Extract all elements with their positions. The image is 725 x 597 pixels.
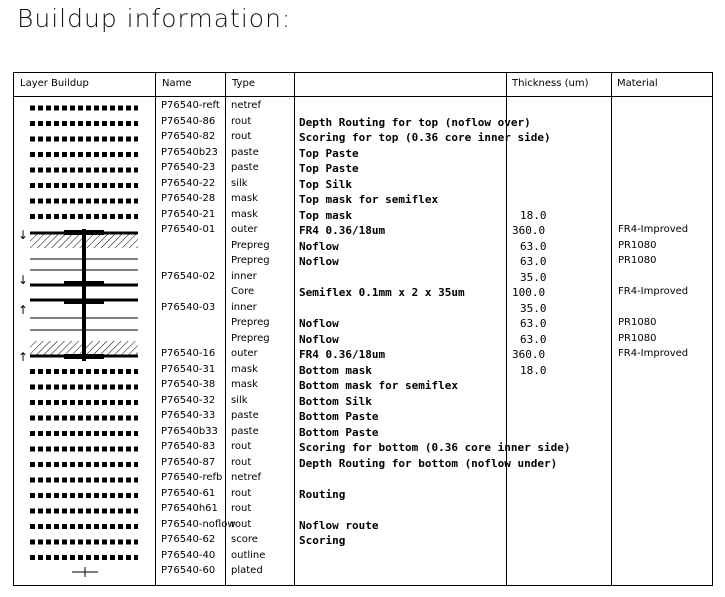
layer-name: P76540-refb bbox=[161, 472, 223, 483]
svg-text:↓: ↓ bbox=[18, 228, 29, 242]
layer-type: outline bbox=[231, 549, 266, 561]
layer-name: P76540-31 bbox=[161, 363, 216, 375]
layer-name: P76540-40 bbox=[161, 549, 216, 561]
layer-type: paste bbox=[231, 162, 259, 173]
layer-description: Depth Routing for top (noflow over) bbox=[299, 115, 531, 129]
layer-type: Prepreg bbox=[231, 317, 270, 328]
layer-description: Depth Routing for bottom (noflow under) bbox=[299, 456, 558, 470]
layer-name: P76540-23 bbox=[161, 162, 216, 173]
layer-type: Prepreg bbox=[231, 239, 270, 251]
layer-type: Prepreg bbox=[231, 332, 270, 344]
layer-description: Noflow bbox=[299, 255, 339, 268]
layer-type: paste bbox=[231, 146, 259, 158]
header-thickness: Thickness (um) bbox=[512, 78, 589, 89]
layer-description: Scoring bbox=[299, 534, 346, 547]
layer-thickness: 35.0 bbox=[520, 270, 547, 284]
layer-type: paste bbox=[231, 425, 259, 437]
layer-thickness: 100.0 bbox=[512, 286, 546, 299]
column-divider bbox=[294, 73, 295, 585]
svg-text:↑: ↑ bbox=[18, 303, 29, 317]
svg-text:↓: ↓ bbox=[18, 273, 29, 287]
layer-type: inner bbox=[231, 301, 257, 313]
layer-material: FR4-Improved bbox=[618, 348, 689, 359]
layer-description: Top mask for semiflex bbox=[299, 193, 439, 206]
layer-name: P76540b33 bbox=[161, 425, 218, 437]
layer-description: Noflow route bbox=[299, 518, 379, 532]
layer-description: FR4 0.36/18um bbox=[299, 224, 386, 237]
layer-buildup-diagram bbox=[14, 73, 154, 587]
layer-type: rout bbox=[231, 456, 252, 468]
layer-type: outer bbox=[231, 348, 258, 359]
layer-name: P76540-32 bbox=[161, 394, 216, 406]
layer-description: Scoring for top (0.36 core inner side) bbox=[299, 131, 551, 144]
layer-description: Bottom Paste bbox=[299, 410, 379, 423]
layer-name: P76540-21 bbox=[161, 208, 216, 220]
layer-type: netref bbox=[231, 472, 261, 483]
layer-description: Top Paste bbox=[299, 162, 359, 175]
layer-name: P76540-83 bbox=[161, 441, 216, 452]
buildup-table bbox=[13, 72, 713, 586]
layer-description: Noflow bbox=[299, 317, 339, 330]
layer-type: mask bbox=[231, 363, 258, 375]
layer-thickness: 35.0 bbox=[520, 301, 547, 315]
layer-type: mask bbox=[231, 208, 258, 220]
layer-description: Top Silk bbox=[299, 177, 352, 191]
layer-name: P76540b23 bbox=[161, 146, 218, 158]
svg-text:↑: ↑ bbox=[18, 350, 29, 364]
layer-description: Bottom mask bbox=[299, 363, 372, 377]
layer-type: rout bbox=[231, 503, 252, 514]
layer-description: Top Paste bbox=[299, 146, 359, 160]
layer-name: P76540-61 bbox=[161, 487, 216, 499]
layer-name: P76540-01 bbox=[161, 224, 216, 235]
layer-type: Prepreg bbox=[231, 255, 270, 266]
column-divider bbox=[611, 73, 612, 585]
layer-description: FR4 0.36/18um bbox=[299, 348, 386, 361]
layer-name: P76540-60 bbox=[161, 565, 216, 576]
layer-type: silk bbox=[231, 177, 248, 189]
layer-type: plated bbox=[231, 565, 263, 576]
layer-name: P76540h61 bbox=[161, 503, 218, 514]
layer-type: silk bbox=[231, 394, 248, 406]
layer-description: Bottom mask for semiflex bbox=[299, 379, 458, 392]
layer-name: P76540-reft bbox=[161, 100, 220, 111]
layer-description: Noflow bbox=[299, 332, 339, 346]
layer-description: Top mask bbox=[299, 208, 352, 222]
column-divider bbox=[155, 73, 156, 585]
layer-name: P76540-02 bbox=[161, 270, 216, 282]
layer-description: Semiflex 0.1mm x 2 x 35um bbox=[299, 286, 465, 299]
layer-material: FR4-Improved bbox=[618, 224, 689, 235]
layer-type: rout bbox=[231, 115, 252, 127]
layer-type: rout bbox=[231, 487, 252, 499]
layer-description: Bottom Silk bbox=[299, 394, 372, 408]
layer-description: Scoring for bottom (0.36 core inner side) bbox=[299, 441, 571, 454]
layer-name: P76540-82 bbox=[161, 131, 216, 142]
layer-name: P76540-noflow bbox=[161, 518, 236, 530]
layer-material: FR4-Improved bbox=[618, 286, 689, 297]
header-type: Type bbox=[232, 78, 255, 89]
layer-name: P76540-38 bbox=[161, 379, 216, 390]
header-material: Material bbox=[617, 78, 658, 89]
layer-description: Routing bbox=[299, 487, 346, 501]
layer-name: P76540-22 bbox=[161, 177, 216, 189]
column-divider bbox=[506, 73, 507, 585]
layer-type: paste bbox=[231, 410, 259, 421]
layer-name: P76540-62 bbox=[161, 534, 216, 545]
layer-thickness: 360.0 bbox=[512, 224, 546, 237]
page-title: Buildup information: bbox=[17, 4, 292, 33]
layer-name: P76540-28 bbox=[161, 193, 216, 204]
layer-description: Noflow bbox=[299, 239, 339, 253]
layer-description: Bottom Paste bbox=[299, 425, 379, 439]
layer-name: P76540-03 bbox=[161, 301, 216, 313]
layer-type: outer bbox=[231, 224, 258, 235]
layer-thickness: 63.0 bbox=[520, 239, 547, 253]
layer-material: PR1080 bbox=[618, 317, 657, 328]
header-name: Name bbox=[162, 78, 192, 89]
layer-type: score bbox=[231, 534, 258, 545]
layer-material: PR1080 bbox=[618, 239, 657, 251]
layer-name: P76540-86 bbox=[161, 115, 216, 127]
layer-name: P76540-16 bbox=[161, 348, 216, 359]
layer-material: PR1080 bbox=[618, 255, 657, 266]
layer-type: mask bbox=[231, 193, 258, 204]
layer-type: rout bbox=[231, 441, 252, 452]
layer-type: mask bbox=[231, 379, 258, 390]
layer-type: Core bbox=[231, 286, 255, 297]
layer-thickness: 18.0 bbox=[520, 208, 547, 222]
layer-thickness: 18.0 bbox=[520, 363, 547, 377]
layer-material: PR1080 bbox=[618, 332, 657, 344]
header-layer-buildup: Layer Buildup bbox=[20, 78, 89, 89]
layer-thickness: 63.0 bbox=[520, 317, 547, 330]
layer-type: rout bbox=[231, 518, 252, 530]
column-divider bbox=[225, 73, 226, 585]
layer-thickness: 63.0 bbox=[520, 332, 547, 346]
layer-thickness: 360.0 bbox=[512, 348, 546, 361]
layer-type: rout bbox=[231, 131, 252, 142]
layer-thickness: 63.0 bbox=[520, 255, 547, 268]
layer-type: inner bbox=[231, 270, 257, 282]
layer-name: P76540-87 bbox=[161, 456, 216, 468]
layer-type: netref bbox=[231, 100, 261, 111]
layer-name: P76540-33 bbox=[161, 410, 216, 421]
